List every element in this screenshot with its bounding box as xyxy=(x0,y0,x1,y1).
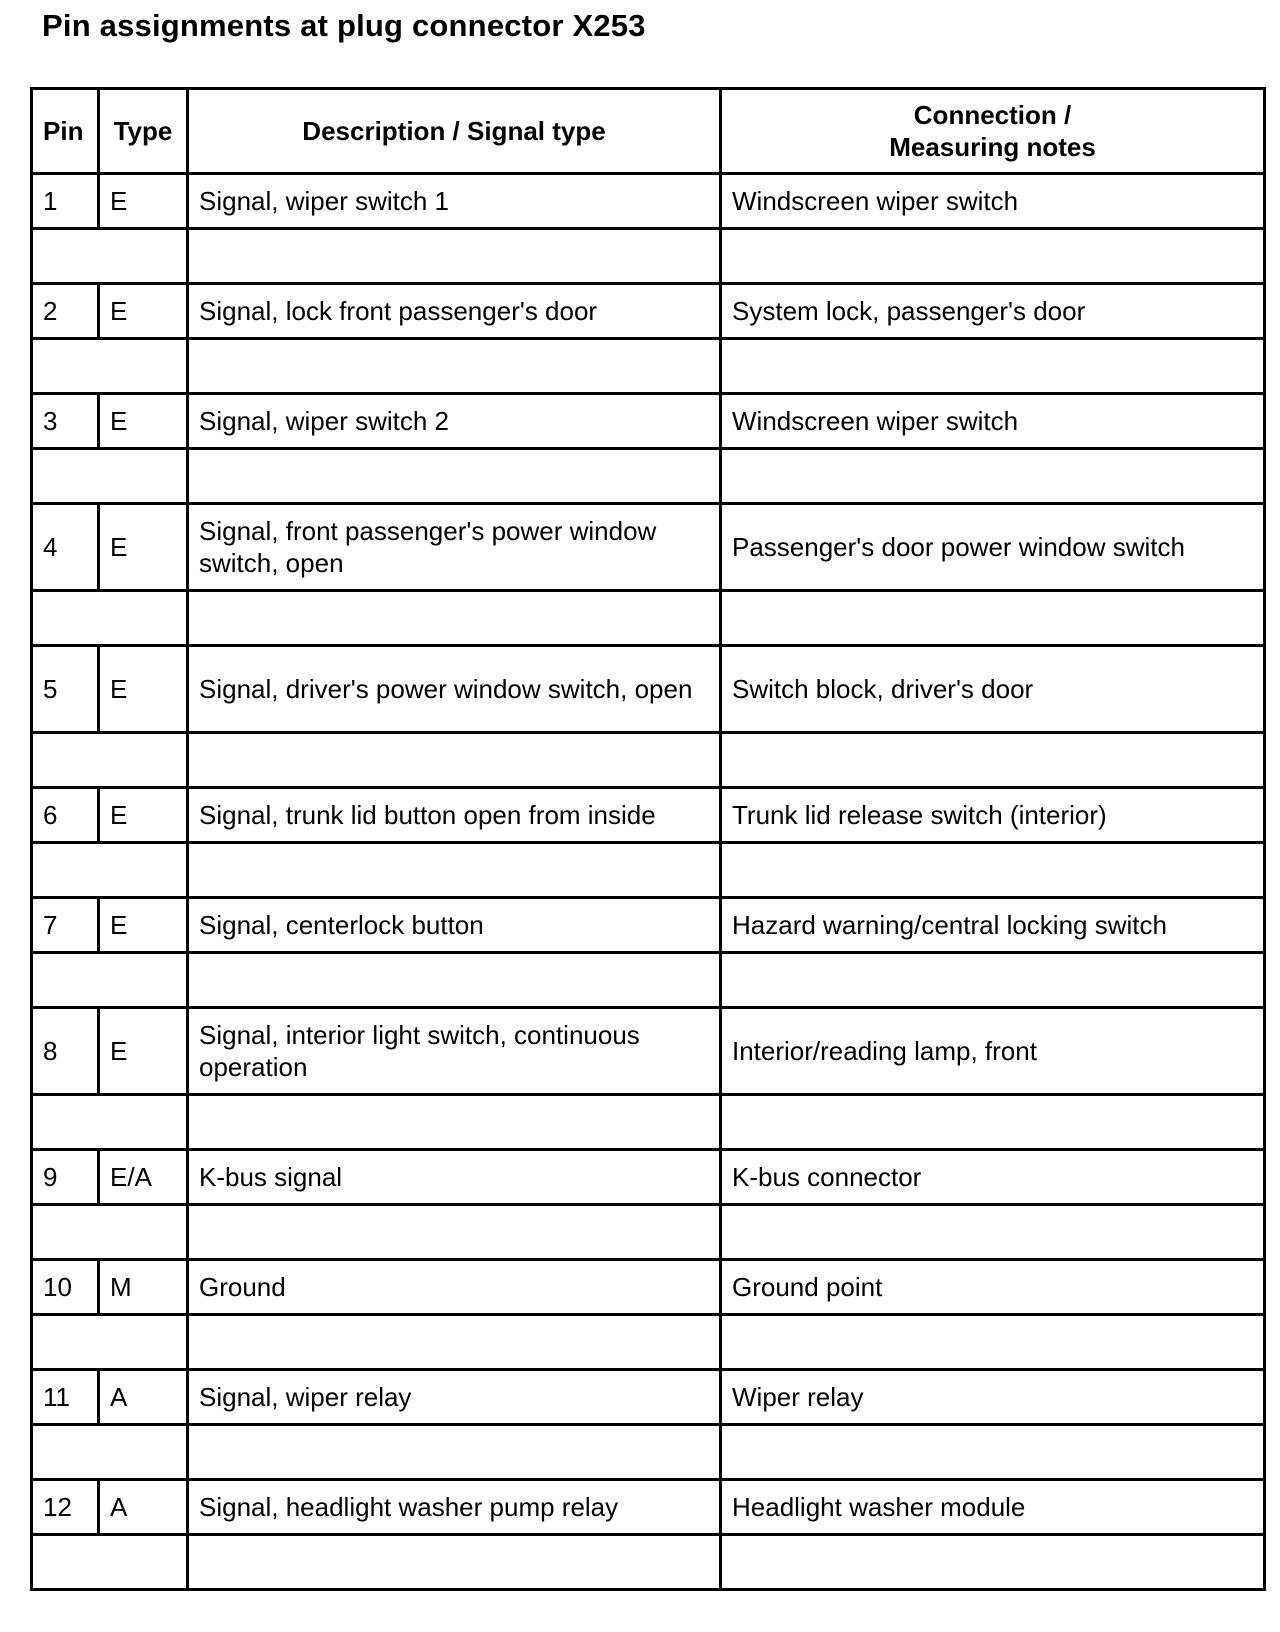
cell-pin: 2 xyxy=(32,284,99,339)
cell-connection: Trunk lid release switch (interior) xyxy=(721,788,1265,843)
table-body xyxy=(32,174,1265,1590)
table-row xyxy=(32,1260,1265,1315)
spacer-cell-connection xyxy=(721,1425,1265,1480)
spacer-cell-description xyxy=(188,843,721,898)
header-connection xyxy=(721,89,1265,174)
spacer-cell-connection xyxy=(721,1205,1265,1260)
spacer-cell-description xyxy=(188,1535,721,1590)
spacer-cell-pin-type xyxy=(32,449,188,504)
spacer-cell-pin-type xyxy=(32,1095,188,1150)
header-connection-line2: Measuring notes xyxy=(889,132,1096,162)
header-type: Type xyxy=(99,89,188,174)
table-row xyxy=(32,1150,1265,1205)
cell-pin: 12 xyxy=(32,1480,99,1535)
spacer-row xyxy=(32,339,1265,394)
spacer-cell-connection xyxy=(721,1315,1265,1370)
cell-description: Signal, centerlock button xyxy=(188,898,721,953)
table-row xyxy=(32,898,1265,953)
cell-pin: 11 xyxy=(32,1370,99,1425)
spacer-cell-connection xyxy=(721,229,1265,284)
spacer-row xyxy=(32,591,1265,646)
spacer-cell-description xyxy=(188,1315,721,1370)
spacer-cell-description xyxy=(188,953,721,1008)
cell-pin: 8 xyxy=(32,1008,99,1095)
spacer-cell-pin-type xyxy=(32,953,188,1008)
cell-pin: 9 xyxy=(32,1150,99,1205)
header-pin: Pin xyxy=(32,89,99,174)
spacer-cell-description xyxy=(188,1095,721,1150)
spacer-cell-pin-type xyxy=(32,1205,188,1260)
cell-description: Signal, driver's power window switch, open xyxy=(188,646,721,733)
table-row xyxy=(32,394,1265,449)
cell-type: E xyxy=(99,646,188,733)
cell-pin: 3 xyxy=(32,394,99,449)
spacer-cell-description xyxy=(188,1205,721,1260)
cell-description: Signal, lock front passenger's door xyxy=(188,284,721,339)
table-row xyxy=(32,646,1265,733)
cell-connection: Hazard warning/central locking switch xyxy=(721,898,1265,953)
cell-pin: 10 xyxy=(32,1260,99,1315)
cell-type: E xyxy=(99,504,188,591)
spacer-cell-pin-type xyxy=(32,1425,188,1480)
header-connection-line1: Connection / xyxy=(913,100,1072,130)
cell-description: Signal, wiper relay xyxy=(188,1370,721,1425)
cell-type: M xyxy=(99,1260,188,1315)
cell-description: Signal, trunk lid button open from inside xyxy=(188,788,721,843)
table-row xyxy=(32,1370,1265,1425)
cell-connection: Headlight washer module xyxy=(721,1480,1265,1535)
cell-type: A xyxy=(99,1370,188,1425)
spacer-cell-description xyxy=(188,591,721,646)
cell-type: E xyxy=(99,788,188,843)
cell-connection: K-bus connector xyxy=(721,1150,1265,1205)
cell-type: E xyxy=(99,394,188,449)
spacer-cell-connection xyxy=(721,733,1265,788)
table-row xyxy=(32,504,1265,591)
spacer-cell-connection xyxy=(721,1095,1265,1150)
cell-type: E xyxy=(99,898,188,953)
spacer-row xyxy=(32,449,1265,504)
cell-connection: Windscreen wiper switch xyxy=(721,174,1265,229)
spacer-cell-connection xyxy=(721,591,1265,646)
cell-description: Signal, wiper switch 2 xyxy=(188,394,721,449)
cell-description: Signal, interior light switch, continuous operation xyxy=(188,1008,721,1095)
spacer-cell-pin-type xyxy=(32,591,188,646)
cell-connection: Windscreen wiper switch xyxy=(721,394,1265,449)
table-row xyxy=(32,1008,1265,1095)
page-title: Pin assignments at plug connector X253 xyxy=(42,8,646,43)
spacer-cell-description xyxy=(188,339,721,394)
spacer-cell-connection xyxy=(721,339,1265,394)
cell-pin: 1 xyxy=(32,174,99,229)
spacer-row xyxy=(32,843,1265,898)
cell-type: E/A xyxy=(99,1150,188,1205)
spacer-cell-description xyxy=(188,449,721,504)
spacer-row xyxy=(32,1425,1265,1480)
spacer-row xyxy=(32,1205,1265,1260)
header-description: Description / Signal type xyxy=(188,89,721,174)
spacer-cell-connection xyxy=(721,1535,1265,1590)
cell-type: E xyxy=(99,1008,188,1095)
cell-description: K-bus signal xyxy=(188,1150,721,1205)
spacer-cell-connection xyxy=(721,843,1265,898)
spacer-cell-pin-type xyxy=(32,229,188,284)
spacer-row xyxy=(32,229,1265,284)
spacer-cell-connection xyxy=(721,953,1265,1008)
cell-pin: 6 xyxy=(32,788,99,843)
table-row xyxy=(32,788,1265,843)
cell-pin: 4 xyxy=(32,504,99,591)
spacer-cell-description xyxy=(188,733,721,788)
spacer-cell-description xyxy=(188,229,721,284)
cell-connection: Ground point xyxy=(721,1260,1265,1315)
spacer-cell-connection xyxy=(721,449,1265,504)
cell-type: E xyxy=(99,284,188,339)
cell-connection: Switch block, driver's door xyxy=(721,646,1265,733)
spacer-cell-pin-type xyxy=(32,1315,188,1370)
spacer-cell-pin-type xyxy=(32,1535,188,1590)
table-row xyxy=(32,1480,1265,1535)
spacer-row xyxy=(32,953,1265,1008)
cell-pin: 5 xyxy=(32,646,99,733)
cell-connection: Wiper relay xyxy=(721,1370,1265,1425)
spacer-row xyxy=(32,1095,1265,1150)
spacer-cell-description xyxy=(188,1425,721,1480)
cell-description: Signal, headlight washer pump relay xyxy=(188,1480,721,1535)
cell-description: Signal, wiper switch 1 xyxy=(188,174,721,229)
table-row xyxy=(32,174,1265,229)
cell-type: E xyxy=(99,174,188,229)
spacer-row xyxy=(32,1535,1265,1590)
pin-assignment-table xyxy=(30,87,1266,1591)
cell-connection: System lock, passenger's door xyxy=(721,284,1265,339)
cell-pin: 7 xyxy=(32,898,99,953)
spacer-cell-pin-type xyxy=(32,339,188,394)
table-row xyxy=(32,284,1265,339)
cell-connection: Interior/reading lamp, front xyxy=(721,1008,1265,1095)
cell-description: Ground xyxy=(188,1260,721,1315)
cell-type: A xyxy=(99,1480,188,1535)
spacer-row xyxy=(32,733,1265,788)
spacer-cell-pin-type xyxy=(32,733,188,788)
spacer-row xyxy=(32,1315,1265,1370)
cell-description: Signal, front passenger's power window switch, open xyxy=(188,504,721,591)
spacer-cell-pin-type xyxy=(32,843,188,898)
cell-connection: Passenger's door power window switch xyxy=(721,504,1265,591)
table-header-row xyxy=(32,89,1265,174)
